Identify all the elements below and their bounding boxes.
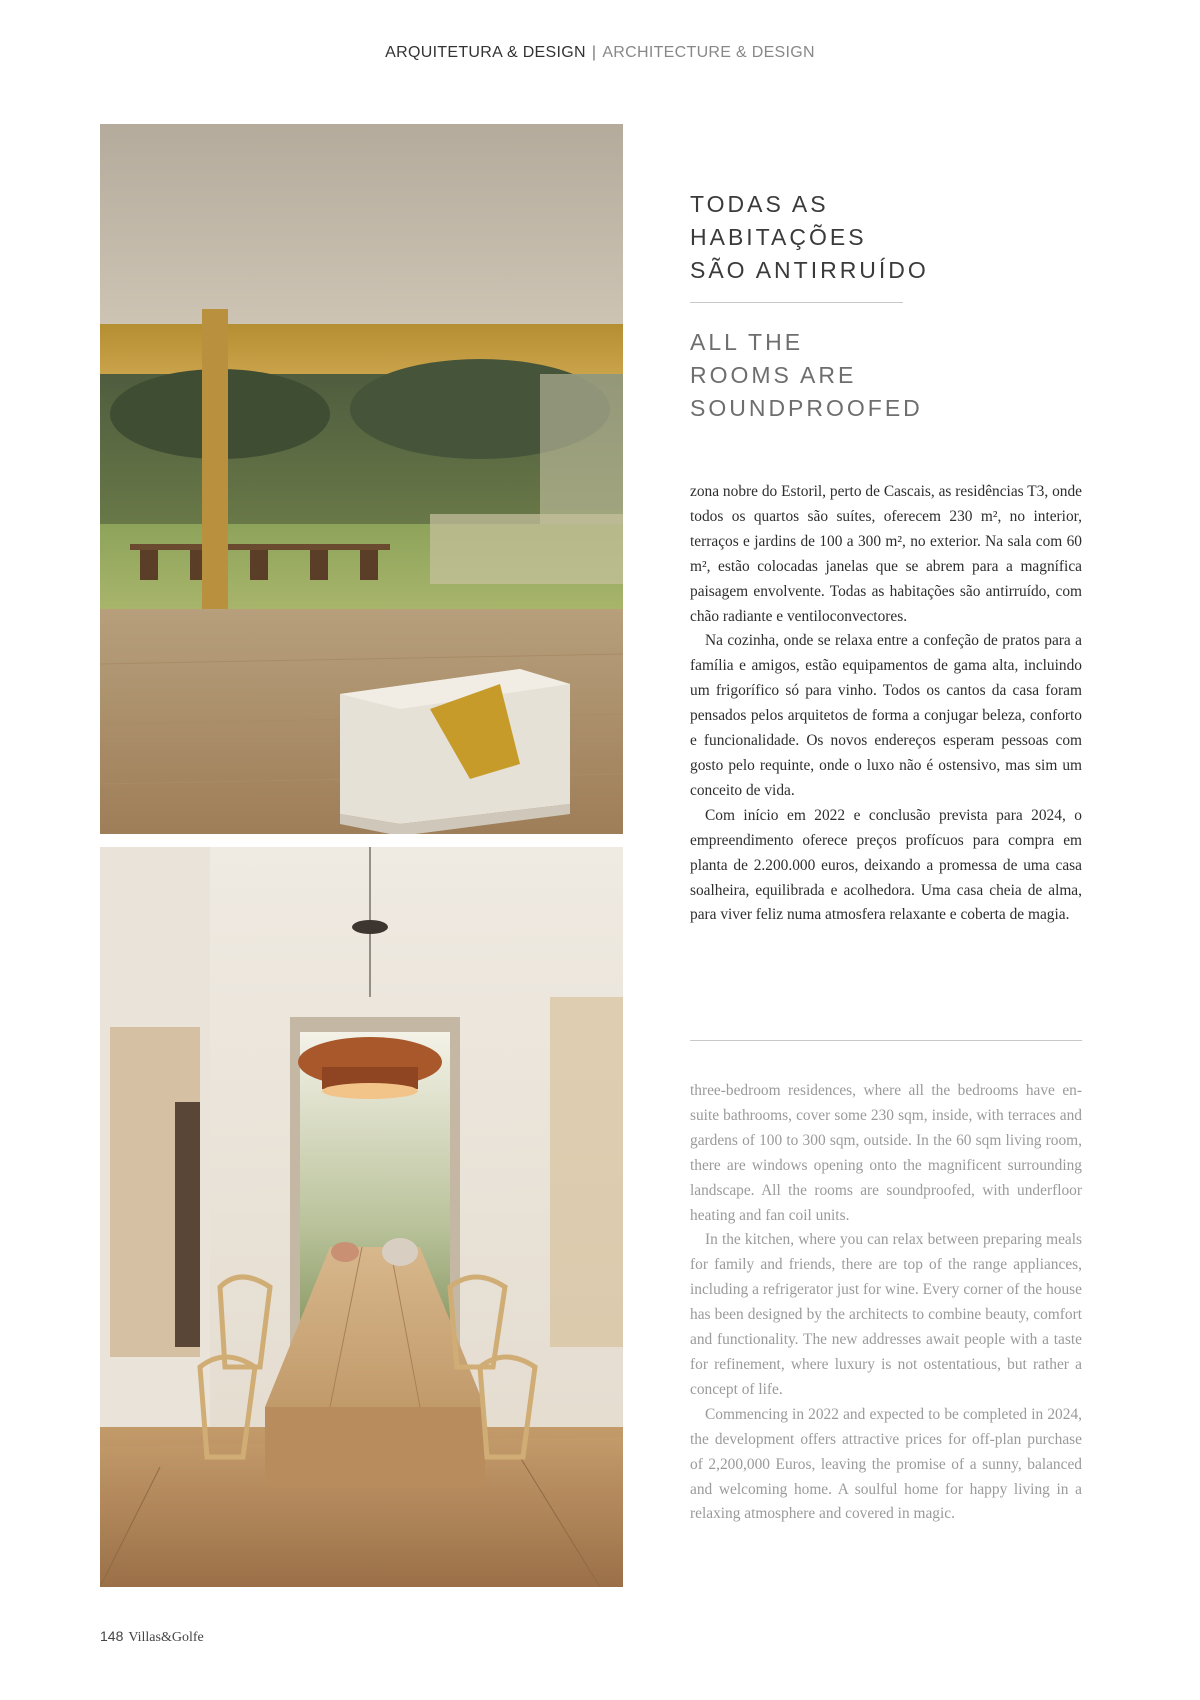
paragraph: Commencing in 2022 and expected to be completed in 2024, the development offers attractive prices for off-plan purchase of 2,200,000 Euros, leaving the promise of a sunny, balanced and welcoming home. A soulful home for happy living in a relaxing atmosphere and covered in magic. (690, 1405, 1082, 1523)
paragraph: In the kitchen, where you can relax between preparing meals for family and friends, there are top of the range appliances, including a refrigerator just for wine. Every corner of the house has been designed by the architects to combine beauty, comfort and functionality. The new addresses await people with a taste for refinement, where luxury is not ostentatious, but rather a concept of life. (690, 1231, 1082, 1398)
headline-pt-line: TODAS AS (690, 191, 829, 217)
page-number: 148 (100, 1628, 124, 1644)
section-title-pt: ARQUITETURA & DESIGN (385, 44, 586, 61)
headline-portuguese (690, 188, 1010, 287)
body-text-portuguese (690, 480, 1082, 928)
section-separator: | (591, 44, 597, 61)
headline-en-line: SOUNDPROOFED (690, 395, 923, 421)
headline-pt-line: SÃO ANTIRRUÍDO (690, 257, 929, 283)
headline-en-line: ALL THE (690, 329, 804, 355)
paragraph: three-bedroom residences, where all the bedrooms have en-suite bathrooms, cover some 230 sqm, inside, with terraces and gardens of 100 to 300 sqm, outside. In the 60 sqm living room, there are windows opening onto the magnificent surrounding landscape. All the rooms are soundproofed, with underfloor heating and fan coil units. (690, 1082, 1082, 1224)
section-header (0, 44, 1200, 62)
section-title-en: ARCHITECTURE & DESIGN (602, 44, 815, 61)
headline-en-line: ROOMS ARE (690, 362, 857, 388)
photo-terrace-living-room (100, 124, 623, 834)
page-footer (100, 1628, 204, 1646)
photo-kitchen-dining (100, 847, 623, 1587)
paragraph: Na cozinha, onde se relaxa entre a confeção de pratos para a família e amigos, estão equipamentos de gama alta, incluindo um frigorífico só para vinho. Todos os cantos da casa foram pensados pelos arquitetos de forma a conjugar beleza, conforto e funcionalidade. Os novos endereços esperam pessoas com gosto pelo requinte, onde o luxo não é ostensivo, mas sim um conceito de vida. (690, 632, 1082, 799)
headline-divider (690, 302, 903, 303)
paragraph: Com início em 2022 e conclusão prevista para 2024, o empreendimento oferece preços profícuos para compra em planta de 2.200.000 euros, deixando a promessa de uma casa soalheira, equilibrada e acolhedora. Uma casa cheia de alma, para viver feliz numa atmosfera relaxante e coberta de magia. (690, 806, 1082, 924)
headline-english (690, 326, 1010, 425)
paragraph: zona nobre do Estoril, perto de Cascais, as residências T3, onde todos os quartos são suítes, oferecem 230 m², no interior, terraços e jardins de 100 a 300 m², no exterior. Na sala com 60 m², estão colocadas janelas que se abrem para a magnífica paisagem envolvente. Todas as habitações são antirruído, com chão radiante e ventiloconvectores. (690, 483, 1082, 625)
magazine-name: Villas&Golfe (128, 1630, 204, 1645)
language-divider (690, 1040, 1082, 1041)
headline-pt-line: HABITAÇÕES (690, 224, 867, 250)
body-text-english (690, 1079, 1082, 1527)
